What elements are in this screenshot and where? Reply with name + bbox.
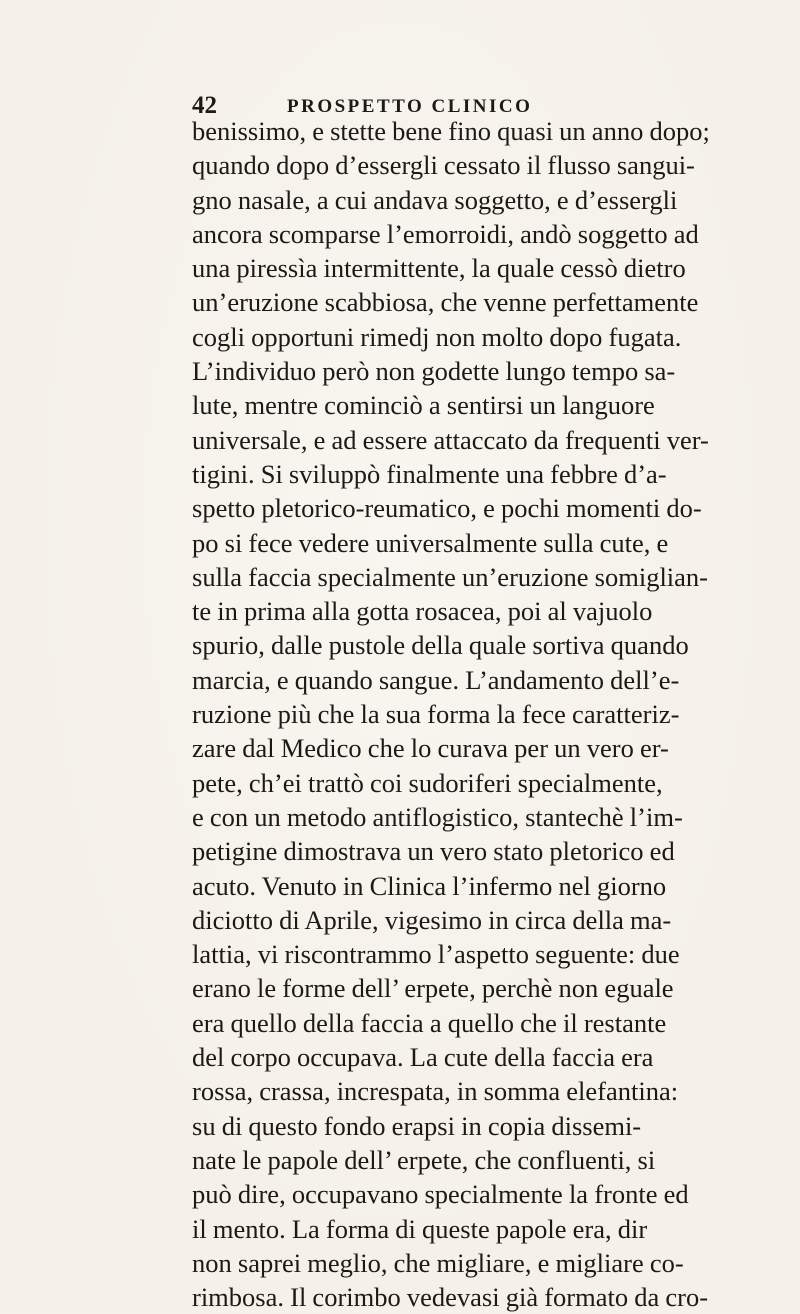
text-line: spetto pletorico-reumatico, e pochi momenti do- <box>192 493 702 524</box>
text-line: può dire, occupavano specialmente la fronte ed <box>192 1179 689 1210</box>
text-line: petigine dimostrava un vero stato pletorico ed <box>192 836 675 867</box>
body-text <box>192 114 710 1314</box>
text-line: sulla faccia specialmente un’eruzione somiglian- <box>192 561 709 592</box>
text-line: spurio, dalle pustole della quale sortiva quando <box>192 630 689 661</box>
text-line: rimbosa. Il corimbo vedevasi già formato da cro- <box>192 1282 709 1313</box>
text-line: lattia, vi riscontrammo l’aspetto seguente: due <box>192 939 680 970</box>
text-line: ancora scomparse l’emorroidi, andò soggetto ad <box>192 218 699 249</box>
text-line: il mento. La forma di queste papole era, dir <box>192 1213 648 1244</box>
text-line: lute, mentre cominciò a sentirsi un languore <box>192 390 655 421</box>
text-line: era quello della faccia a quello che il restante <box>192 1007 667 1038</box>
text-line: zare dal Medico che lo curava per un vero er- <box>192 733 669 764</box>
text-line: pete, ch’ei trattò coi sudoriferi specialmente, <box>192 767 663 798</box>
text-line: te in prima alla gotta rosacea, poi al vajuolo <box>192 596 653 627</box>
text-line: universale, e ad essere attaccato da frequenti ver- <box>192 424 709 455</box>
text-line: quando dopo d’essergli cessato il flusso sangui- <box>192 150 695 181</box>
text-line: rossa, crassa, increspata, in somma elefantina: <box>192 1076 679 1107</box>
text-line: erano le forme dell’ erpete, perchè non eguale <box>192 973 674 1004</box>
text-line: acuto. Venuto in Clinica l’infermo nel giorno <box>192 870 667 901</box>
text-line: ruzione più che la sua forma la fece caratteriz- <box>192 699 680 730</box>
text-line: non saprei meglio, che migliare, e migliare co- <box>192 1247 684 1278</box>
text-line: gno nasale, a cui andava soggetto, e d’essergli <box>192 184 678 215</box>
running-title: PROSPETTO CLINICO <box>287 96 533 117</box>
text-line: un’eruzione scabbiosa, che venne perfettamente <box>192 287 699 318</box>
text-line: L’individuo però non godette lungo tempo sa- <box>192 356 676 387</box>
text-line: benissimo, e stette bene fino quasi un anno dopo; <box>192 116 710 146</box>
text-line: nate le papole dell’ erpete, che confluenti, si <box>192 1144 656 1175</box>
text-line: po si fece vedere universalmente sulla cute, e <box>192 527 669 558</box>
text-line: marcia, e quando sangue. L’andamento dell’e- <box>192 664 680 695</box>
page-number: 42 <box>192 92 217 119</box>
text-line: una piressìa intermittente, la quale cessò dietro <box>192 253 686 284</box>
text-line: del corpo occupava. La cute della faccia era <box>192 1042 654 1073</box>
text-line: cogli opportuni rimedj non molto dopo fugata. <box>192 321 682 352</box>
text-line: e con un metodo antiflogistico, stantechè l’im- <box>192 801 683 832</box>
text-line: diciotto di Aprile, vigesimo in circa della ma- <box>192 904 672 935</box>
text-line: tigini. Si sviluppò finalmente una febbre d’a- <box>192 458 667 489</box>
text-line: su di questo fondo erapsi in copia dissemi- <box>192 1110 642 1141</box>
